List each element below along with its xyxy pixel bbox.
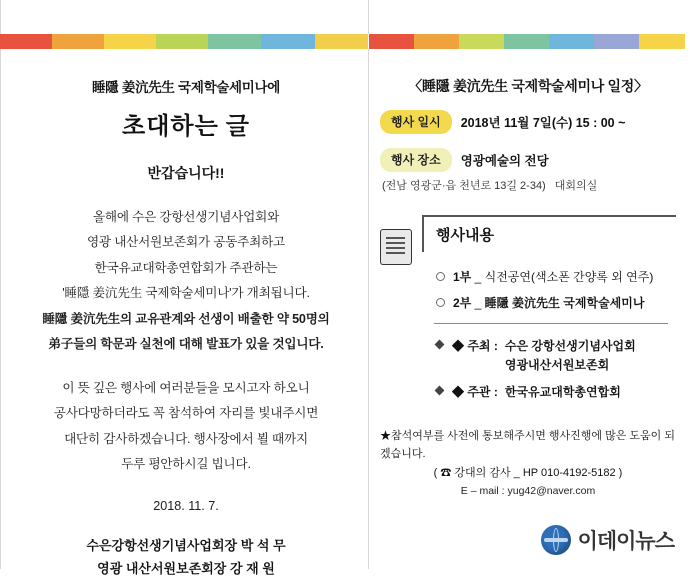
event-place-address	[382, 177, 676, 193]
left-date: 2018. 11. 7.	[153, 499, 219, 514]
body-line: 대단히 감사하겠습니다. 행사장에서 뵐 때까지	[64, 431, 308, 446]
program-desc: 睡隱 姜沆先生 국제학술세미나	[484, 296, 645, 310]
program-desc: 식전공연(색소폰 간양록 외 연주)	[484, 270, 654, 284]
event-place-value: 영광예술의 전당	[460, 154, 549, 168]
body-line: 영광 내산서원보존회가 공동주최하고	[86, 235, 286, 250]
program-number: 2부	[453, 296, 472, 310]
fold-line-middle	[368, 0, 369, 569]
left-body-paragraph-1	[18, 205, 354, 358]
event-content-heading: 행사내용	[422, 215, 676, 252]
globe-icon	[541, 525, 571, 555]
divider	[434, 323, 668, 324]
left-main-heading: 초대하는 글	[122, 114, 250, 140]
body-line: 睡隱 姜沆先生의 교유관계와 선생이 배출한 약 50명의	[42, 311, 330, 326]
organizer-value: 영광내산서원보존회	[504, 357, 610, 372]
fold-line-left	[0, 0, 1, 569]
publisher-logo	[541, 525, 674, 555]
event-date-row	[380, 110, 676, 134]
body-line: '睡隱 姜沆先生 국제학술세미나'가 개최됩니다.	[62, 286, 310, 301]
left-greeting: 반갑습니다!!	[147, 165, 225, 181]
email-text: E – mail : yug42@naver.com	[460, 484, 596, 497]
rsvp-note	[380, 427, 676, 501]
hall-name: 대회의실	[554, 180, 598, 192]
event-date-value: 2018년 11월 7일(수) 15 : 00 ~	[460, 116, 626, 130]
program-list	[422, 268, 676, 311]
organizer-value: 한국유교대학총연합회	[504, 385, 621, 400]
organizer-item	[436, 337, 676, 374]
signature-line: 수은강항선생기념사업회장 박 석 무	[86, 538, 286, 554]
body-line: 두루 평안하시길 빕니다.	[121, 456, 251, 471]
program-number: 1부	[453, 270, 472, 284]
address-text: (전남 영광군·읍 천년로 13길 2-34)	[382, 180, 546, 192]
organizer-list	[422, 337, 676, 402]
event-place-row	[380, 148, 676, 172]
document-icon	[380, 229, 412, 265]
organizer-label: ◆ 주관 :	[452, 385, 498, 400]
left-signature	[18, 535, 354, 581]
bullet-dot-icon	[436, 272, 445, 281]
diamond-bullet-icon	[435, 386, 445, 396]
rsvp-text: ★참석여부를 사전에 통보해주시면 행사진행에 많은 도움이 되겠습니다.	[380, 429, 675, 461]
body-line: 한국유교대학총연합회가 주관하는	[94, 260, 278, 275]
signature-line: 영광 내산서원보존회장 강 재 원	[97, 561, 275, 577]
left-body-paragraph-2	[18, 376, 354, 478]
program-item: 1부 _ 식전공연(색소폰 간양록 외 연주)	[436, 268, 676, 285]
body-line: 弟子들의 학문과 실천에 대해 발표가 있을 것입니다.	[48, 337, 324, 352]
event-place-label: 행사 장소	[380, 148, 452, 172]
event-content-block	[380, 215, 676, 411]
body-line: 이 뜻 깊은 행사에 여러분들을 모시고자 하오니	[62, 380, 310, 395]
publisher-name: 이데이뉴스	[577, 530, 674, 553]
decorative-color-bar	[0, 34, 690, 49]
contact-text: ( ☎ 강대의 감사 _ HP 010-4192-5182 )	[433, 467, 623, 480]
body-line: 공사다망하더라도 꼭 참석하여 자리를 빛내주시면	[53, 406, 319, 421]
invitation-left-panel	[18, 62, 354, 577]
bullet-dot-icon	[436, 298, 445, 307]
program-item: 2부 _ 睡隱 姜沆先生 국제학술세미나	[436, 294, 676, 311]
organizer-item	[436, 383, 676, 402]
organizer-label: ◆ 주최 :	[452, 339, 498, 353]
body-line: 올해에 수은 강항선생기념사업회와	[92, 210, 280, 224]
schedule-title: 〈睡隱 姜沆先生 국제학술세미나 일정〉	[408, 78, 648, 94]
event-date-label: 행사 일시	[380, 110, 452, 134]
diamond-bullet-icon	[435, 340, 445, 350]
organizer-value: 수은 강항선생기념사업회	[504, 339, 636, 353]
left-seminar-title: 睡隱 姜沆先生 국제학술세미나에	[91, 80, 281, 95]
invitation-right-panel	[380, 62, 676, 532]
